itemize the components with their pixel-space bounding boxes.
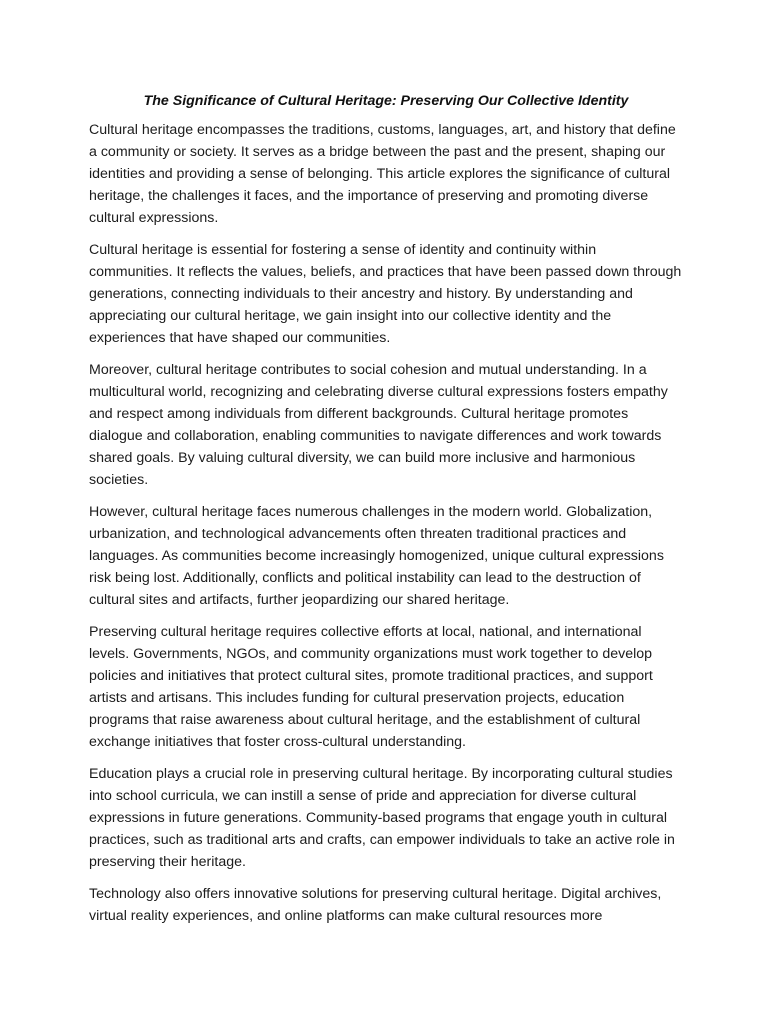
paragraph-1: Cultural heritage encompasses the traditions, customs, languages, art, and history that define a community or society. It serves as a bridge between the past and the present, shaping our identities and providing a sense of belonging. This article explores the significance of cultural heritage, the challenges it faces, and the importance of preserving and promoting diverse cultural expressions. xyxy=(89,122,676,226)
document-title: The Significance of Cultural Heritage: Preserving Our Collective Identity xyxy=(143,93,629,109)
paragraph-5: Preserving cultural heritage requires collective efforts at local, national, and international levels. Governments, NGOs, and community organizations must work together to develop policies and initiatives that protect cultural sites, promote traditional practices, and support artists and artisans. This includes funding for cultural preservation projects, education programs that raise awareness about cultural heritage, and the establishment of cultural exchange initiatives that foster cross-cultural understanding. xyxy=(89,624,653,750)
paragraph-2: Cultural heritage is essential for fostering a sense of identity and continuity within communities. It reflects the values, beliefs, and practices that have been passed down through generations, connecting individuals to their ancestry and history. By understanding and appreciating our cultural heritage, we gain insight into our collective identity and the experiences that have shaped our communities. xyxy=(89,242,682,346)
paragraph-7: Technology also offers innovative solutions for preserving cultural heritage. Digital archives, virtual reality experiences, and online platforms can make cultural resources more xyxy=(89,886,662,924)
paragraph-6: Education plays a crucial role in preserving cultural heritage. By incorporating cultural studies into school curricula, we can instill a sense of pride and appreciation for diverse cultural expressions in future generations. Community-based programs that engage youth in cultural practices, such as traditional arts and crafts, can empower individuals to take an active role in preserving their heritage. xyxy=(89,766,675,870)
paragraph-3: Moreover, cultural heritage contributes to social cohesion and mutual understanding. In a multicultural world, recognizing and celebrating diverse cultural expressions fosters empathy and respect among individuals from different backgrounds. Cultural heritage promotes dialogue and collaboration, enabling communities to navigate differences and work towards shared goals. By valuing cultural diversity, we can build more inclusive and harmonious societies. xyxy=(89,362,668,488)
document-body xyxy=(89,90,683,927)
paragraph-4: However, cultural heritage faces numerous challenges in the modern world. Globalization, urbanization, and technological advancements often threaten traditional practices and languages. As communities become increasingly homogenized, unique cultural expressions risk being lost. Additionally, conflicts and political instability can lead to the destruction of cultural sites and artifacts, further jeopardizing our shared heritage. xyxy=(89,504,664,608)
